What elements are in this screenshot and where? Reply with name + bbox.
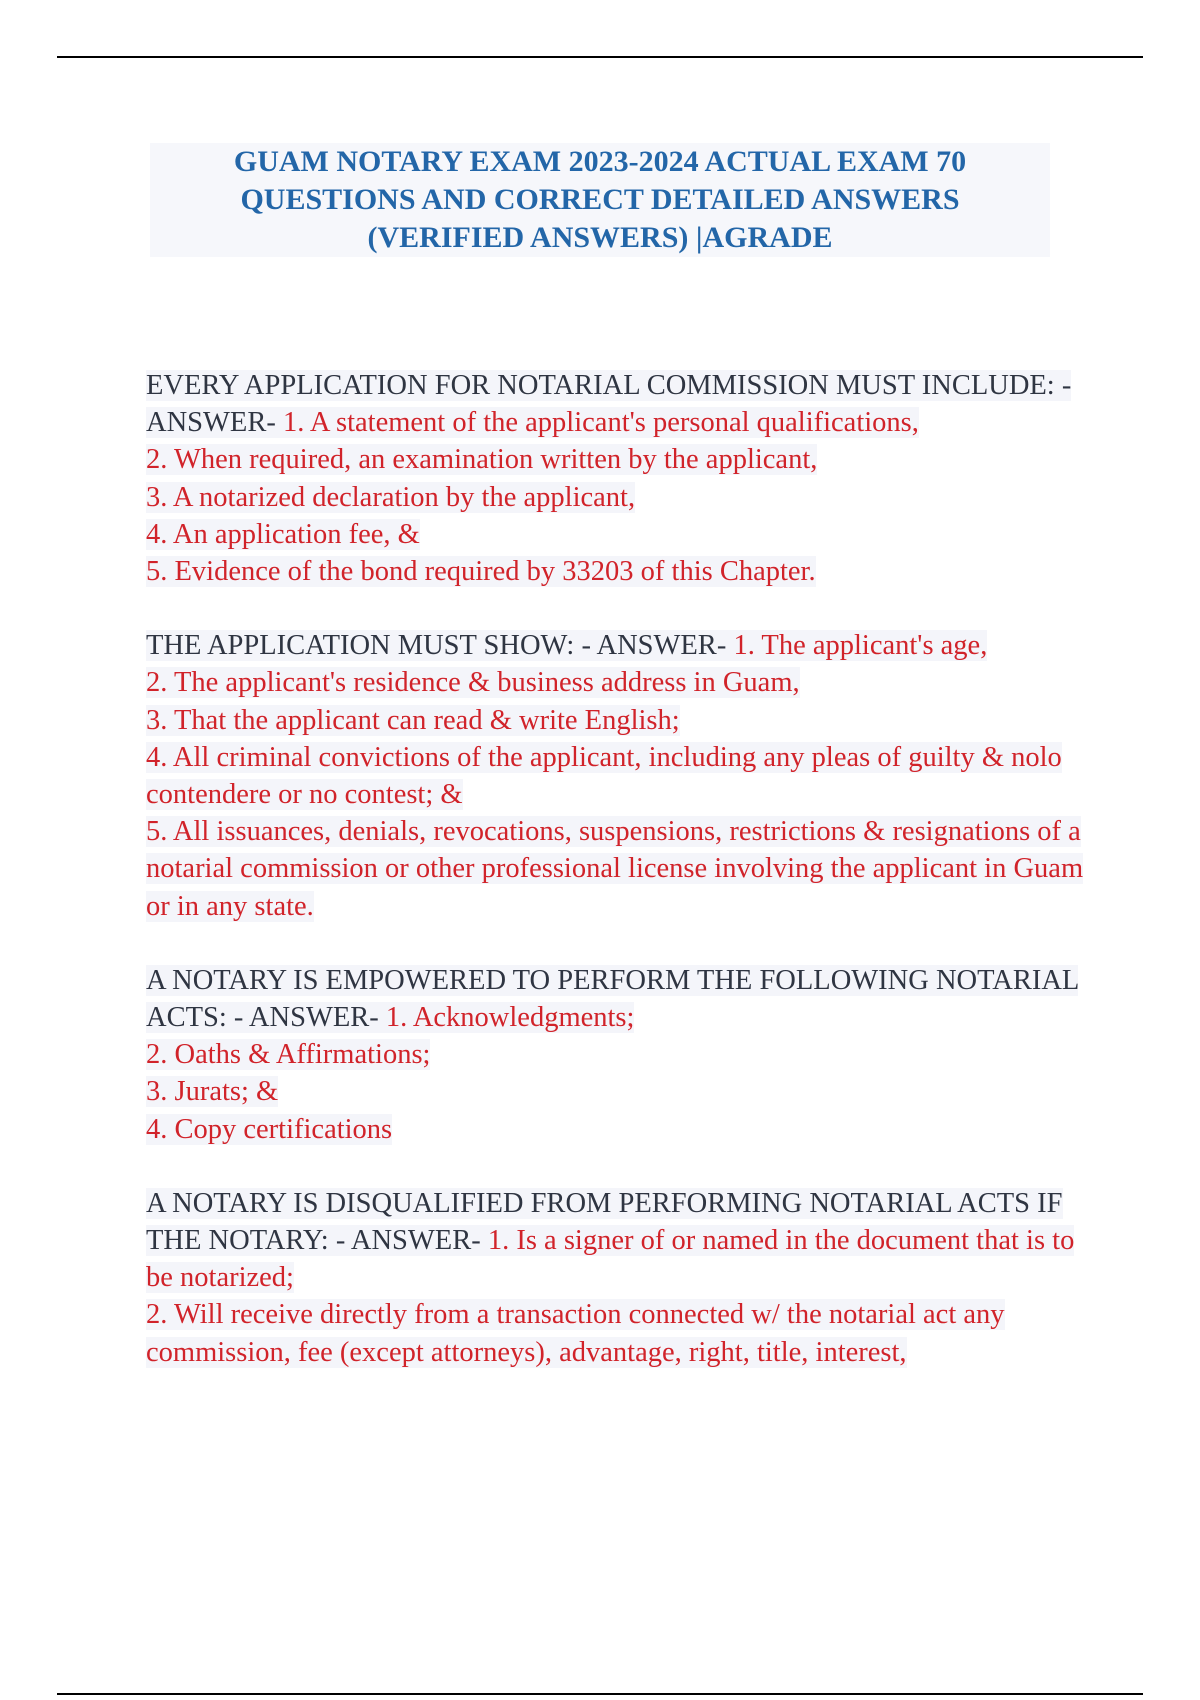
title-line: QUESTIONS AND CORRECT DETAILED ANSWERS: [240, 183, 960, 216]
question-text: A NOTARY IS EMPOWERED TO PERFORM THE FOLLOWING NOTARIAL ACTS: - ANSWER-: [146, 964, 1079, 1034]
answer-line: 4. An application fee, &: [146, 518, 420, 550]
header-rule: [57, 56, 1143, 58]
qa-list: [146, 367, 1096, 1408]
answer-line: 2. The applicant's residence & business address in Guam,: [146, 667, 800, 699]
title-line: GUAM NOTARY EXAM 2023-2024 ACTUAL EXAM 70: [233, 145, 967, 178]
answer-line: 1. Acknowledgments;: [385, 1002, 635, 1034]
qa-item: [146, 367, 1096, 590]
footer-rule: [57, 1693, 1143, 1695]
answer-line: 1. The applicant's age,: [733, 630, 988, 662]
answer-line: 5. All issuances, denials, revocations, suspensions, restrictions & resignations of a notarial commission or other professional license involving the applicant in Guam or in any state.: [146, 816, 1084, 922]
qa-item: [146, 627, 1096, 925]
document-title: [150, 143, 1050, 257]
answer-line: 2. Will receive directly from a transaction connected w/ the notarial act any commission, fee (except attorneys), advantage, right, title, interest,: [146, 1299, 1005, 1368]
answer-line: 2. Oaths & Affirmations;: [146, 1039, 431, 1071]
question-text: A NOTARY IS DISQUALIFIED FROM PERFORMING NOTARIAL ACTS IF THE NOTARY: - ANSWER-: [146, 1187, 1063, 1257]
answer-line: 4. All criminal convictions of the applicant, including any pleas of guilty & nolo contendere or no contest; &: [146, 741, 1062, 811]
answer-line: 4. Copy certifications: [146, 1113, 393, 1145]
qa-item: [146, 962, 1096, 1148]
answer-line: 3. A notarized declaration by the applicant,: [146, 481, 636, 513]
title-line: (VERIFIED ANSWERS) |AGRADE: [367, 221, 833, 254]
answer-line: 1. Is a signer of or named in the document that is to be notarized;: [146, 1225, 1075, 1294]
answer-line: 1. A statement of the applicant's personal qualifications,: [282, 407, 919, 439]
answer-line: 3. Jurats; &: [146, 1076, 279, 1108]
question-text: EVERY APPLICATION FOR NOTARIAL COMMISSION MUST INCLUDE: - ANSWER-: [146, 370, 1072, 439]
answer-line: 3. That the applicant can read & write English;: [146, 704, 680, 736]
answer-line: 5. Evidence of the bond required by 33203 of this Chapter.: [146, 556, 816, 588]
qa-item: [146, 1185, 1096, 1371]
answer-line: 2. When required, an examination written by the applicant,: [146, 444, 818, 476]
question-text: THE APPLICATION MUST SHOW: - ANSWER-: [146, 630, 727, 662]
